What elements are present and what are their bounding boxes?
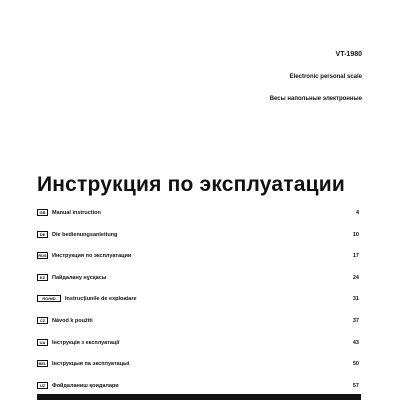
- toc-row-ua: [37, 338, 361, 348]
- toc-row-gb: [37, 208, 361, 218]
- flag-gb-icon: GB: [37, 209, 48, 216]
- toc-page: 37: [352, 317, 359, 324]
- toc-label: Інструкцыя па эксплуатацыі: [52, 361, 130, 368]
- page-title: Инструкция по эксплуатации: [37, 173, 345, 196]
- toc-page: 43: [352, 339, 359, 346]
- bottom-divider: [37, 394, 361, 400]
- cover-header: [270, 50, 362, 104]
- flag-uz-icon: UZ: [37, 382, 48, 389]
- flag-ro-md-icon: RO/MD: [37, 295, 61, 302]
- toc-row-de: [37, 230, 361, 240]
- toc-label: Instrucțiunile de exploatare: [65, 296, 137, 303]
- flag-rus-icon: RUS: [38, 253, 47, 259]
- toc-page: 24: [352, 274, 359, 281]
- flag-ua-icon: UA: [37, 339, 48, 346]
- toc-row-rus: [37, 251, 361, 261]
- model-number: VT-1980: [335, 51, 362, 58]
- toc-row-cz: [37, 316, 361, 326]
- toc-label: Návod k použití: [52, 317, 93, 324]
- table-of-contents: [37, 208, 361, 402]
- toc-row-bel: [37, 359, 361, 369]
- flag-bel-icon: BEL: [38, 361, 47, 367]
- flag-de-icon: DE: [37, 231, 48, 238]
- flag-cz-icon: CZ: [37, 317, 48, 324]
- subtitle-russian: Весы напольные электронные: [269, 96, 362, 102]
- toc-page: 31: [352, 296, 359, 303]
- toc-page: 57: [352, 382, 359, 389]
- toc-label: Инструкция по эксплуатации: [52, 253, 132, 260]
- toc-row-ro-md: [37, 294, 361, 304]
- toc-label: Die bedienungsanleitung: [52, 231, 118, 238]
- toc-page: 17: [352, 253, 359, 260]
- toc-row-uz: [37, 381, 361, 391]
- flag-kz-icon: KZ: [37, 274, 48, 281]
- toc-page: 10: [352, 231, 359, 238]
- toc-label: Інструкція з експлуатації: [52, 339, 120, 346]
- toc-label: Фойдаланиш қоидалари: [52, 382, 119, 389]
- toc-label: Пайдалану нұсқасы: [52, 274, 107, 281]
- toc-page: 50: [352, 361, 359, 368]
- toc-page: 4: [355, 210, 359, 216]
- toc-label: Manual instruction: [52, 210, 101, 216]
- toc-row-kz: [37, 273, 361, 283]
- subtitle-english: Electronic personal scale: [289, 74, 362, 80]
